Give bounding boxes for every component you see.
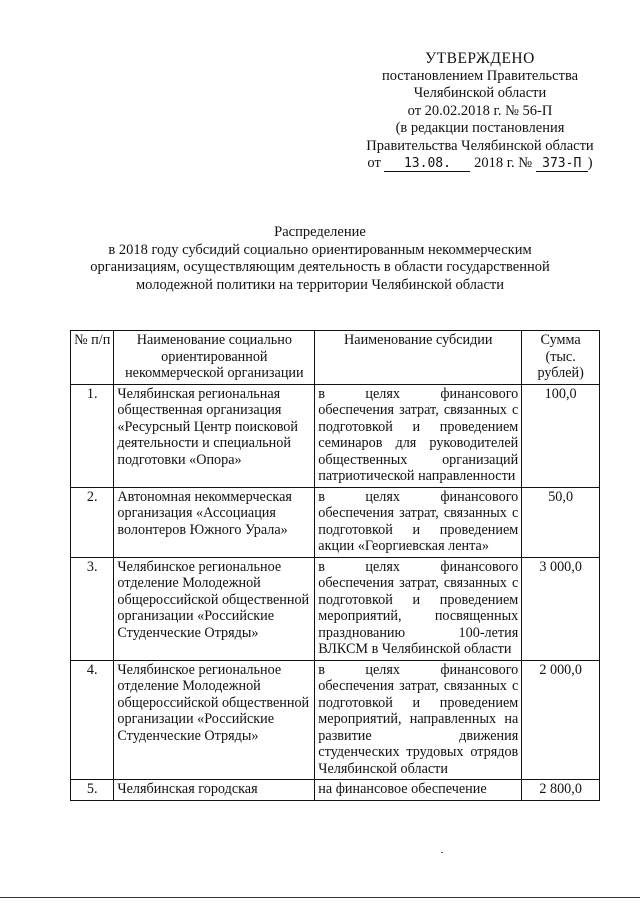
- page-edge-line: [0, 897, 640, 898]
- cell-sum: 100,0: [522, 384, 600, 487]
- cell-sum: 50,0: [522, 487, 600, 557]
- title-line: в 2018 году субсидий социально ориентированным некоммерческим: [108, 241, 532, 258]
- header-sum: Сумма (тыс. рублей): [522, 331, 600, 385]
- cell-sum: 2 000,0: [522, 660, 600, 780]
- cell-subsidy: в целях финансового обеспечения затрат, связанных с подготовкой и проведением мероприятий, посвященных празднованию 100-летия ВЛКСМ в Челябинской области: [315, 557, 522, 660]
- scan-speck: [441, 852, 443, 853]
- subsidy-table: [70, 330, 600, 801]
- amendment-prefix: от: [367, 155, 381, 171]
- header-subsidy: Наименование субсидии: [315, 331, 522, 385]
- table-row: [71, 660, 600, 780]
- cell-num: 2.: [71, 487, 114, 557]
- approval-line: постановлением Правительства: [381, 67, 579, 84]
- table-header-row: [71, 331, 600, 385]
- amendment-line: [322, 155, 638, 173]
- amendment-date: 13.08.: [384, 156, 470, 172]
- cell-org: Челябинское региональное отделение Молодежной общероссийской общественной организации «Российские Студенческие Отряды»: [114, 557, 315, 660]
- approval-line: Челябинской области: [413, 85, 547, 101]
- header-org: Наименование социально ориентированной некоммерческой организации: [114, 331, 315, 385]
- table-row: [71, 557, 600, 660]
- header-num: № п/п: [71, 331, 114, 385]
- cell-org: Автономная некоммерческая организация «Ассоциация волонтеров Южного Урала»: [114, 487, 315, 557]
- cell-subsidy: на финансовое обеспечение: [315, 780, 522, 801]
- amendment-year: 2018 г. №: [474, 155, 533, 171]
- cell-subsidy: в целях финансового обеспечения затрат, связанных с подготовкой и проведением мероприятий, направленных на развитие движения студенческих трудовых отрядов Челябинской области: [315, 660, 522, 780]
- table-row: [71, 487, 600, 557]
- amendment-number: 373-П: [536, 156, 588, 172]
- cell-num: 4.: [71, 660, 114, 780]
- cell-num: 5.: [71, 780, 114, 801]
- table-row: [71, 384, 600, 487]
- approval-line: от 20.02.2018 г. № 56-П: [407, 102, 553, 119]
- cell-org: Челябинская региональная общественная организация «Ресурсный Центр поисковой деятельности и специальной подготовки «Опора»: [114, 384, 315, 487]
- cell-org: Челябинская городская: [114, 780, 315, 801]
- title-line: молодежной политики на территории Челябинской области: [135, 276, 505, 293]
- cell-subsidy: в целях финансового обеспечения затрат, связанных с подготовкой и проведением семинаров для руководителей общественных организаций патриотической направленности: [315, 384, 522, 487]
- cell-sum: 2 800,0: [522, 780, 600, 801]
- approval-stamp: [322, 50, 638, 173]
- approval-heading: УТВЕРЖДЕНО: [425, 50, 535, 67]
- table-row: [71, 780, 600, 801]
- cell-subsidy: в целях финансового обеспечения затрат, связанных с подготовкой и проведением акции «Георгиевская лента»: [315, 487, 522, 557]
- title-line: организациям, осуществляющим деятельность в области государственной: [90, 259, 550, 275]
- cell-num: 3.: [71, 557, 114, 660]
- cell-org: Челябинское региональное отделение Молодежной общероссийской общественной организации «Российские Студенческие Отряды»: [114, 660, 315, 780]
- document-title: [60, 224, 580, 294]
- cell-num: 1.: [71, 384, 114, 487]
- approval-line: (в редакции постановления: [395, 120, 565, 136]
- title-line: Распределение: [274, 224, 366, 240]
- approval-line: Правительства Челябинской области: [366, 137, 594, 154]
- cell-sum: 3 000,0: [522, 557, 600, 660]
- amendment-suffix: ): [587, 155, 593, 171]
